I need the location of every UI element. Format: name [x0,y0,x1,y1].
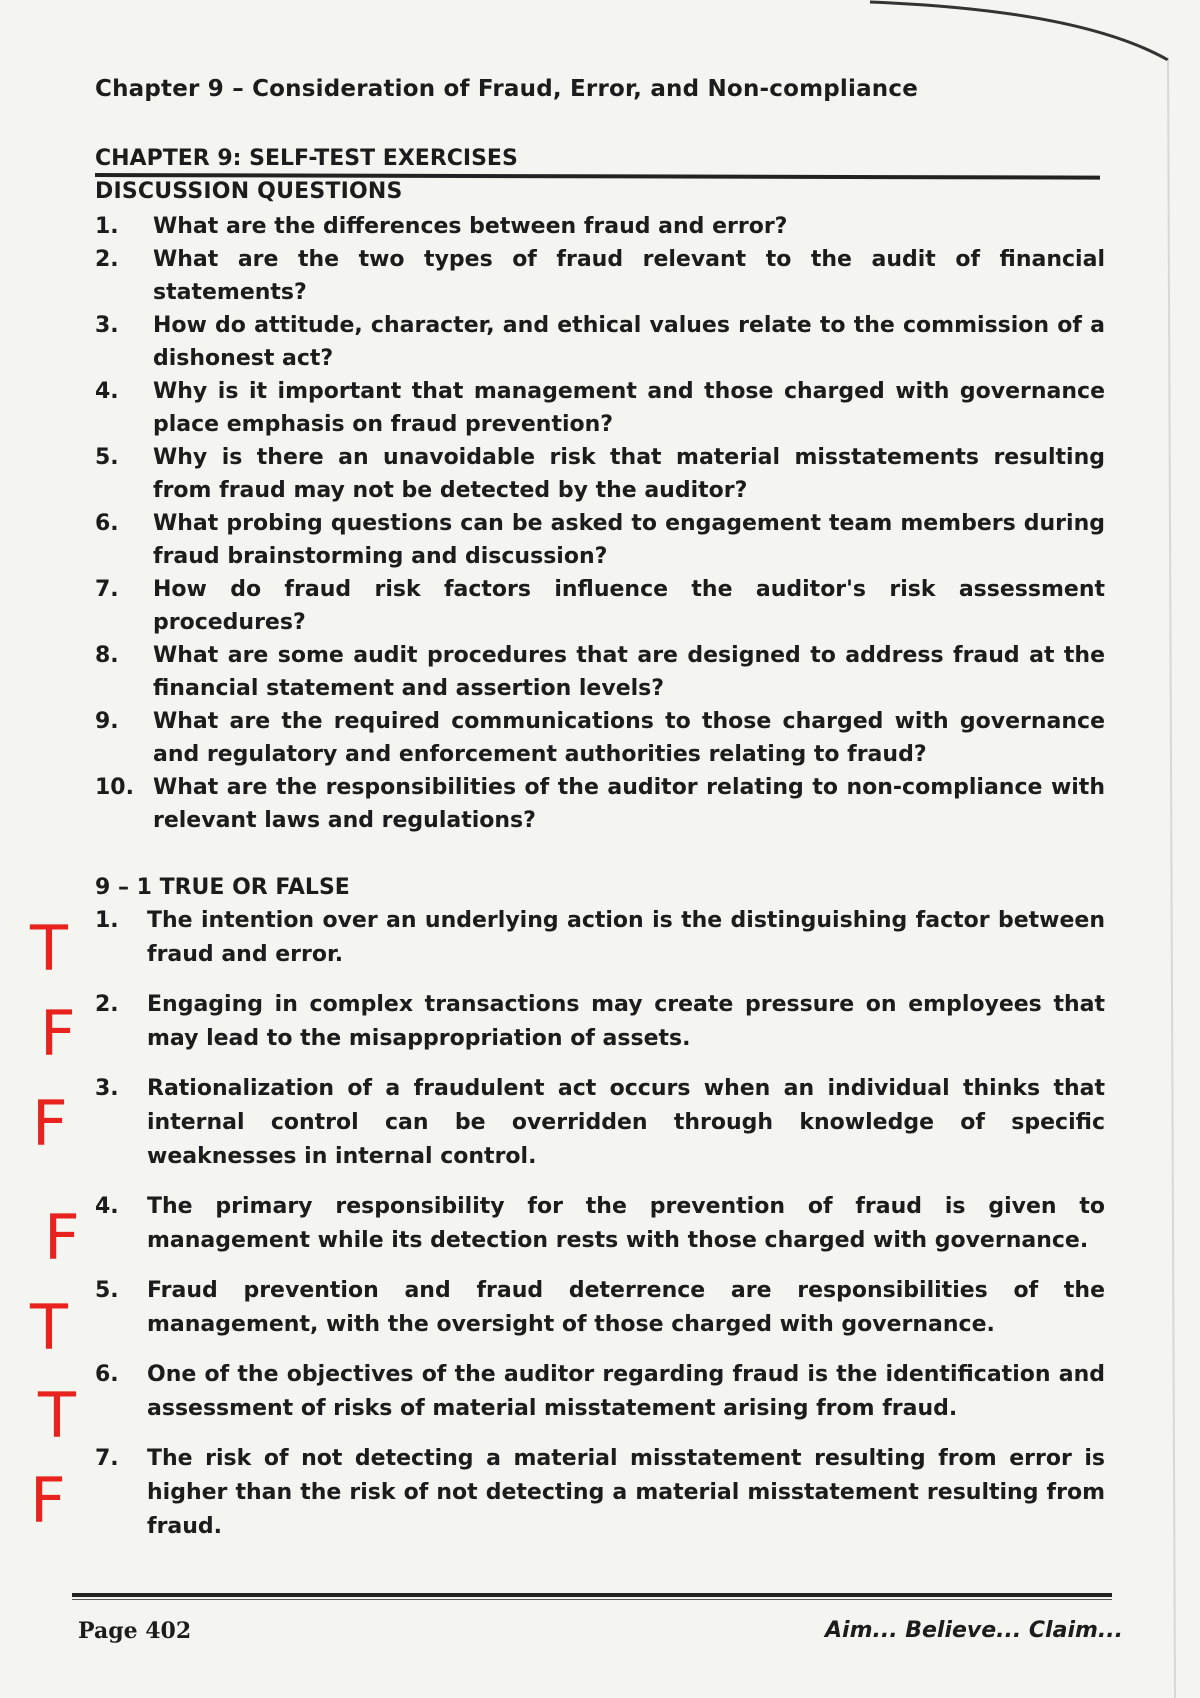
item-number: 4. [95,1194,119,1219]
item-number: 7. [95,1446,119,1471]
item-number: 6. [95,1362,119,1387]
question-text: Why is it important that management and those charged with governance place emphasis on fraud prevention? [153,379,1105,437]
question-number: 10. [95,775,134,800]
question-number: 3. [95,313,119,338]
item-statement: Engaging in complex transactions may create pressure on employees that may lead to the misappropriation of assets. [147,992,1105,1051]
discussion-question [95,210,1105,243]
item-number: 3. [95,1076,119,1101]
answer-mark-2: F [40,997,76,1070]
answer-mark-3: F [32,1087,68,1160]
page-content [95,70,1105,1560]
discussion-question [95,639,1105,705]
question-number: 2. [95,247,119,272]
true-false-item [95,1442,1105,1544]
answer-mark-5: T [30,1291,68,1364]
question-text: What are some audit procedures that are designed to address fraud at the financial statement and assertion levels? [153,643,1105,701]
answer-mark-7: F [30,1464,66,1537]
item-statement: The intention over an underlying action is the distinguishing factor between fraud and error. [147,908,1105,967]
page-number: Page 402 [78,1618,192,1644]
true-false-item [95,1190,1105,1258]
true-false-heading: 9 – 1 TRUE OR FALSE [95,875,350,900]
question-text: What are the required communications to those charged with governance and regulatory and enforcement authorities relating to fraud? [153,709,1105,767]
true-false-item [95,1358,1105,1426]
item-number: 2. [95,992,119,1017]
item-number: 5. [95,1278,119,1303]
question-text: What are the differences between fraud and error? [153,214,788,239]
discussion-question [95,507,1105,573]
true-false-item [95,904,1105,972]
item-statement: Fraud prevention and fraud deterrence are responsibilities of the management, with the oversight of those charged with governance. [147,1278,1105,1337]
self-test-title: CHAPTER 9: SELF-TEST EXERCISES [95,146,518,171]
true-false-item [95,988,1105,1056]
question-text: What are the two types of fraud relevant to the audit of financial statements? [153,247,1105,305]
discussion-question [95,573,1105,639]
question-number: 6. [95,511,119,536]
question-number: 1. [95,214,119,239]
discussion-question-list [95,210,1105,837]
question-text: What are the responsibilities of the auditor relating to non-compliance with relevant laws and regulations? [153,775,1105,833]
question-number: 4. [95,379,119,404]
item-statement: The risk of not detecting a material misstatement resulting from error is higher than the risk of not detecting a material misstatement resulting from fraud. [147,1446,1105,1539]
discussion-question [95,243,1105,309]
question-text: Why is there an unavoidable risk that material misstatements resulting from fraud may not be detected by the auditor? [153,445,1105,503]
chapter-title: Chapter 9 – Consideration of Fraud, Error, and Non-compliance [95,76,919,102]
footer-divider [72,1593,1112,1597]
true-false-item [95,1072,1105,1174]
discussion-heading: DISCUSSION QUESTIONS [95,179,403,204]
answer-mark-1: T [30,912,68,985]
footer-divider-thin [72,1599,1112,1600]
true-false-list [95,904,1105,1544]
discussion-question [95,441,1105,507]
discussion-question [95,771,1105,837]
item-statement: The primary responsibility for the prevention of fraud is given to management while its detection rests with those charged with governance. [147,1194,1105,1253]
footer-tagline: Aim... Believe... Claim... [825,1618,1123,1643]
item-statement: One of the objectives of the auditor regarding fraud is the identification and assessment of risks of material misstatement arising from fraud. [147,1362,1105,1421]
question-number: 9. [95,709,119,734]
true-false-item [95,1274,1105,1342]
answer-mark-4: F [44,1201,80,1274]
question-number: 5. [95,445,119,470]
question-text: How do attitude, character, and ethical values relate to the commission of a dishonest act? [153,313,1105,371]
question-number: 7. [95,577,119,602]
item-number: 1. [95,908,119,933]
question-text: How do fraud risk factors influence the auditor's risk assessment procedures? [153,577,1105,635]
question-number: 8. [95,643,119,668]
discussion-question [95,375,1105,441]
discussion-question [95,705,1105,771]
discussion-question [95,309,1105,375]
item-statement: Rationalization of a fraudulent act occurs when an individual thinks that internal control can be overridden through knowledge of specific weaknesses in internal control. [147,1076,1105,1169]
answer-mark-6: T [38,1379,76,1452]
question-text: What probing questions can be asked to engagement team members during fraud brainstorming and discussion? [153,511,1105,569]
